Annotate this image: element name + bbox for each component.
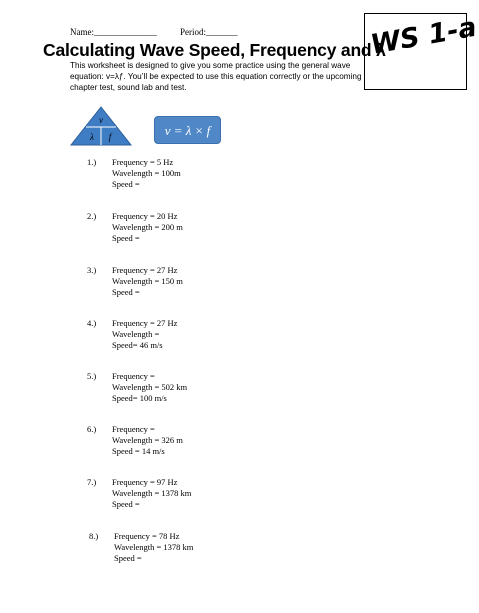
- speed-line: Speed= 46 m/s: [112, 339, 163, 350]
- frequency-line: Frequency = 27 Hz: [112, 265, 178, 275]
- frequency-line: Frequency =: [112, 424, 155, 434]
- wavelength-line: Wavelength = 200 m: [112, 221, 183, 232]
- intro-paragraph: This worksheet is designed to give you some practice using the general wave equation: v=λƒ. You’ll be expected to use this equation correctly or the upcoming chapter test, sound lab and test.: [70, 61, 362, 92]
- triangle-left-label: λ: [90, 132, 94, 142]
- problem-number: 4.): [87, 318, 97, 328]
- problem-number: 8.): [89, 531, 99, 541]
- problem-number: 1.): [87, 157, 97, 167]
- worksheet-badge-text: WS 1-a: [368, 11, 479, 61]
- triangle-top-label: v: [99, 115, 103, 125]
- wavelength-line: Wavelength =: [112, 328, 160, 339]
- problem-number: 6.): [87, 424, 97, 434]
- speed-line: Speed =: [112, 178, 140, 189]
- wavelength-line: Wavelength = 100m: [112, 167, 181, 178]
- triangle-right-label: f: [108, 132, 112, 142]
- period-field-label: Period:_______: [180, 27, 238, 37]
- formula-box: v = λ × f: [154, 116, 221, 144]
- problem-number: 5.): [87, 371, 97, 381]
- wave-equation-triangle-icon: [70, 106, 132, 146]
- frequency-line: Frequency = 97 Hz: [112, 477, 178, 487]
- speed-line: Speed =: [114, 552, 142, 563]
- wavelength-line: Wavelength = 326 m: [112, 434, 183, 445]
- wavelength-line: Wavelength = 1378 km: [114, 541, 194, 552]
- frequency-line: Frequency =: [112, 371, 155, 381]
- speed-line: Speed = 14 m/s: [112, 445, 165, 456]
- speed-line: Speed =: [112, 232, 140, 243]
- page-title: Calculating Wave Speed, Frequency and λ: [43, 40, 386, 60]
- wavelength-line: Wavelength = 1378 km: [112, 487, 192, 498]
- speed-line: Speed= 100 m/s: [112, 392, 167, 403]
- problem-number: 7.): [87, 477, 97, 487]
- problem-number: 2.): [87, 211, 97, 221]
- wavelength-line: Wavelength = 150 m: [112, 275, 183, 286]
- speed-line: Speed =: [112, 286, 140, 297]
- name-field-label: Name:______________: [70, 27, 157, 37]
- speed-line: Speed =: [112, 498, 140, 509]
- frequency-line: Frequency = 20 Hz: [112, 211, 178, 221]
- frequency-line: Frequency = 78 Hz: [114, 531, 180, 541]
- wavelength-line: Wavelength = 502 km: [112, 381, 188, 392]
- frequency-line: Frequency = 5 Hz: [112, 157, 174, 167]
- problem-number: 3.): [87, 265, 97, 275]
- frequency-line: Frequency = 27 Hz: [112, 318, 178, 328]
